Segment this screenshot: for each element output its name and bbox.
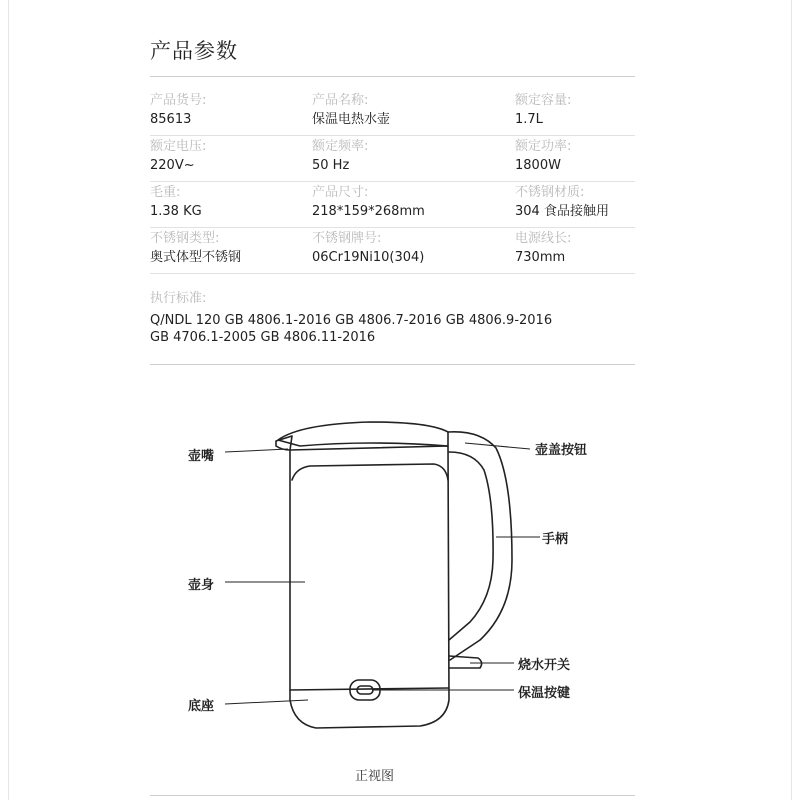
spec-row [150,136,635,182]
spec-row [150,228,635,274]
spec-item [312,230,424,268]
spec-row [150,90,635,136]
spec-item [312,92,390,130]
spec-label: 额定频率: [312,139,369,154]
spec-label: 产品货号: [150,93,207,108]
kettle-drawing [0,380,800,800]
kettle-diagram [0,380,800,800]
spec-label: 额定电压: [150,139,207,154]
title-divider [150,76,635,77]
spec-value: 218*159*268mm [312,204,425,219]
kettle-handle-inner [449,452,493,640]
diagram-caption: 正视图 [355,769,395,784]
spec-item [515,92,571,130]
kettle-lid [278,422,448,446]
callout-base: 底座 [188,699,215,714]
spec-value: 保温电热水壶 [312,112,391,127]
spec-label: 产品名称: [312,93,369,108]
spec-value: 06Cr19Ni10(304) [312,250,425,265]
standard-line: GB 4706.1-2005 GB 4806.11-2016 [150,330,376,345]
spec-label: 不锈钢材质: [515,185,585,200]
spec-label: 额定容量: [515,93,572,108]
spec-item [150,184,202,222]
spec-value: 1800W [515,158,561,173]
spec-item [515,230,571,268]
standard-label: 执行标准: [150,291,207,306]
section-divider [150,364,635,365]
spec-item [515,184,609,222]
bottom-divider [150,795,635,796]
spec-item [150,138,206,176]
spec-item [312,138,368,176]
spec-row [150,182,635,228]
kettle-body-inner [292,464,448,480]
spec-label: 不锈钢牌号: [312,231,382,246]
spec-value: 730mm [515,250,566,265]
spec-value: 85613 [150,112,192,127]
spec-item [515,138,571,176]
spec-label: 产品尺寸: [312,185,369,200]
spec-label: 额定功率: [515,139,572,154]
spec-label: 电源线长: [515,231,572,246]
standard-line: Q/NDL 120 GB 4806.1-2016 GB 4806.7-2016 GB 4806.9-2016 [150,313,553,328]
kettle-handle-outer [448,432,512,660]
spec-label: 不锈钢类型: [150,231,220,246]
spec-item [150,230,241,268]
callout-keep-warm-button: 保温按键 [518,686,571,701]
spec-value: 奥式体型不锈钢 [150,250,242,265]
spec-item [312,184,425,222]
spec-value: 220V~ [150,158,195,173]
spec-label: 毛重: [150,185,181,200]
spec-value: 1.38 KG [150,204,202,219]
callout-body: 壶身 [188,578,215,593]
spec-value: 1.7L [515,112,543,127]
callout-lid-button: 壶盖按钮 [535,443,588,458]
spec-table [150,90,635,274]
spec-item [150,92,206,130]
spec-value: 304 食品接触用 [515,204,609,219]
callout-boil-switch: 烧水开关 [518,658,571,673]
callout-spout: 壶嘴 [188,449,215,464]
standard-block [150,290,635,346]
page-title: 产品参数 [150,39,238,63]
spec-value: 50 Hz [312,158,350,173]
callout-handle: 手柄 [542,532,569,547]
